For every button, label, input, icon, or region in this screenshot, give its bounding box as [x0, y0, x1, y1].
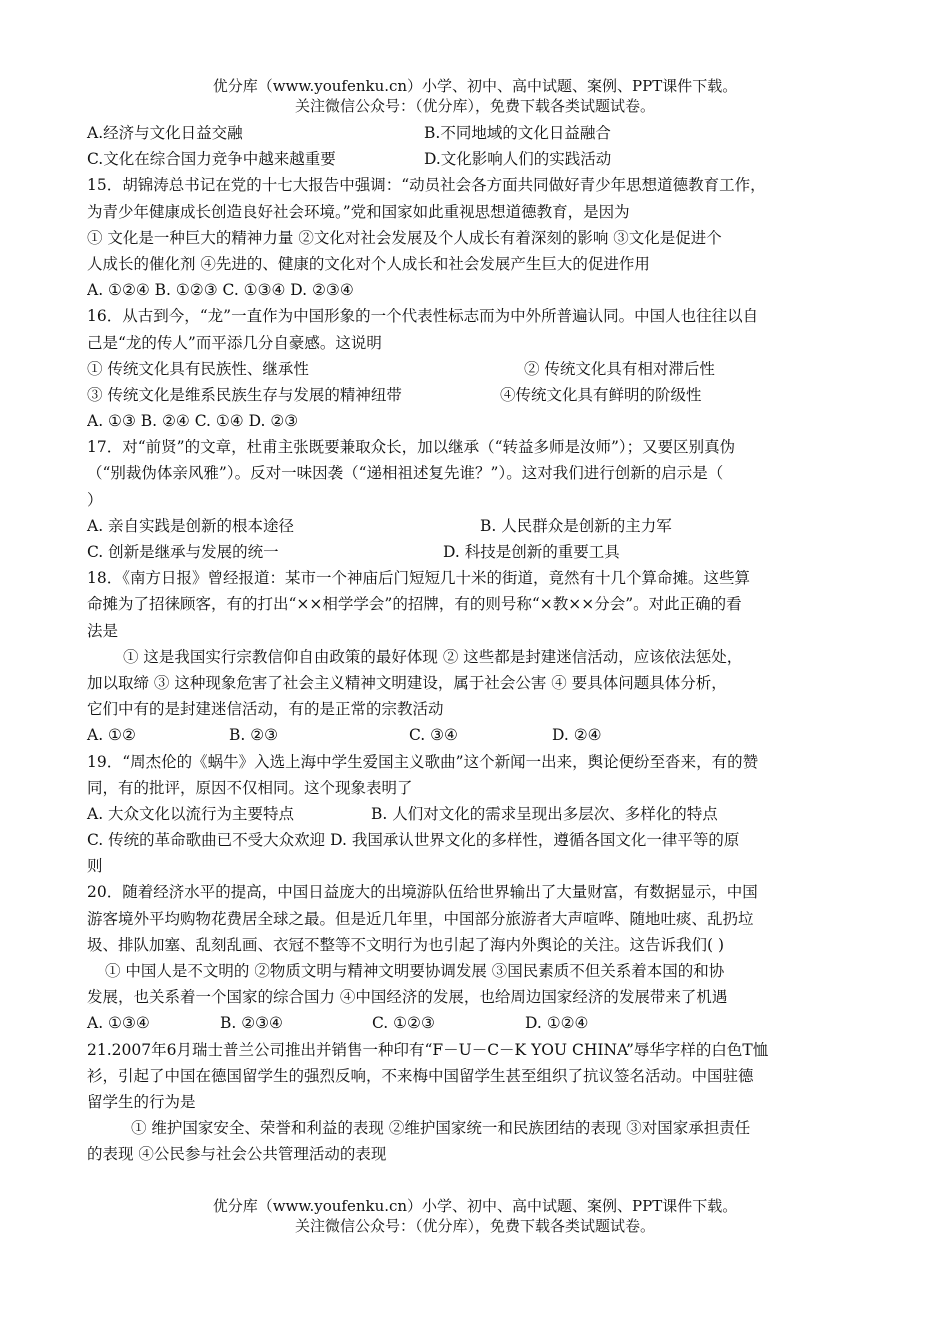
q18-option-b: B. ②③	[229, 726, 279, 745]
q20-statement-2: 发展，也关系着一个国家的综合国力 ④中国经济的发展，也给周边国家经济的发展带来了机遇	[87, 988, 728, 1007]
q20-options-row	[87, 1010, 877, 1036]
document-body	[87, 120, 877, 1168]
q16-stem-1: 16．从古到今，“龙”一直作为中国形象的一个代表性标志而为中外所普遍认同。中国人也往往以自	[87, 307, 759, 326]
footer-line-2: 关注微信公众号：（优分库），免费下载各类试题试卷。	[294, 1217, 655, 1235]
q17-option-d: D. 科技是创新的重要工具	[443, 543, 620, 561]
q18-statement-2: 加以取缔 ③ 这种现象危害了社会主义精神文明建设，属于社会公害 ④ 要具体问题具体分析，	[87, 673, 727, 692]
q15-options: A. ①②④ B. ①②③ C. ①③④ D. ②③④	[87, 281, 354, 300]
q14-option-a: A.经济与文化日益交融	[87, 124, 243, 142]
q17-stem-3: ）	[87, 490, 103, 509]
q19-option-b: B. 人们对文化的需求呈现出多层次、多样化的特点	[371, 804, 718, 823]
q21-statement-2: 的表现 ④公民参与社会公共管理活动的表现	[87, 1145, 387, 1164]
q18-option-a: A. ①②	[87, 726, 136, 745]
q17-stem-1: 17．对“前贤”的文章，杜甫主张既要兼取众长，加以继承（“转益多师是汝师”）；又要区别真伪	[87, 438, 736, 457]
q14-option-c: C.文化在综合国力竞争中越来越重要	[87, 150, 336, 169]
q18-options-row	[87, 722, 877, 748]
q21-stem-1: 21.2007年6月瑞士普兰公司推出并销售一种印有“F－U－C－K YOU CHINA”辱华字样的白色T恤	[87, 1040, 769, 1059]
header-line-1: 优分库（www.youfenku.cn）小学、初中、高中试题、案例、PPT课件下载。	[212, 77, 738, 95]
q19-option-a: A. 大众文化以流行为主要特点	[87, 804, 295, 823]
page-footer	[0, 1196, 950, 1236]
q16-options: A. ①③ B. ②④ C. ①④ D. ②③	[87, 412, 299, 431]
q15-statement-1: ① 文化是一种巨大的精神力量 ②文化对社会发展及个人成长有着深刻的影响 ③文化是促进个	[87, 228, 722, 247]
q15-stem-1: 15．胡锦涛总书记在党的十七大报告中强调：“动员社会各方面共同做好青少年思想道德教育工作，	[87, 176, 766, 195]
q19-options-row-3: 则	[87, 857, 103, 876]
q14-options-row-2	[87, 146, 877, 172]
q20-option-a: A. ①③④	[87, 1014, 150, 1033]
q18-stem-1: 18．《南方日报》曾经报道：某市一个神庙后门短短几十米的街道，竟然有十几个算命摊。这些算	[87, 569, 750, 588]
q16-statements-row-2	[87, 382, 877, 408]
q18-option-c: C. ③④	[409, 726, 458, 745]
q21-statement-1: ① 维护国家安全、荣誉和利益的表现 ②维护国家统一和民族团结的表现 ③对国家承担责任	[131, 1119, 751, 1138]
q20-option-d: D. ①②④	[525, 1014, 589, 1033]
q20-statement-1: ① 中国人是不文明的 ②物质文明与精神文明要协调发展 ③国民素质不但关系着本国的和协	[105, 962, 725, 980]
q17-options-row-2	[87, 539, 877, 565]
q17-option-b: B. 人民群众是创新的主力军	[480, 516, 672, 535]
q17-option-c: C. 创新是继承与发展的统一	[87, 543, 279, 561]
q20-option-b: B. ②③④	[220, 1014, 283, 1033]
q17-options-row-1	[87, 513, 877, 539]
q18-option-d: D. ②④	[552, 726, 602, 745]
q15-stem-2: 为青少年健康成长创造良好社会环境。”党和国家如此重视思想道德教育，是因为	[87, 202, 630, 221]
q16-stem-2: 己是“龙的传人”而平添几分自豪感。这说明	[87, 333, 382, 352]
q18-statement-1: ① 这是我国实行宗教信仰自由政策的最好体现 ② 这些都是封建迷信活动，应该依法惩处，	[123, 647, 743, 666]
q16-statement-2: ② 传统文化具有相对滞后性	[524, 359, 715, 378]
q17-stem-2: （“别裁伪体亲风雅”）。反对一味因袭（“递相祖述复先谁？”）。这对我们进行创新的启示是（	[87, 464, 724, 483]
q19-stem-1: 19．“周杰伦的《蜗牛》入选上海中学生爱国主义歌曲”这个新闻一出来，舆论便纷至沓来，有的赞	[87, 752, 759, 771]
q14-option-b: B.不同地域的文化日益融合	[424, 124, 611, 142]
q20-stem-3: 圾、排队加塞、乱刻乱画、衣冠不整等不文明行为也引起了海内外舆论的关注。这告诉我们( )	[87, 935, 725, 954]
q14-options-row-1	[87, 120, 877, 146]
q19-stem-2: 同，有的批评，原因不仅相同。这个现象表明了	[87, 778, 413, 797]
q15-statement-2: 人成长的催化剂 ④先进的、健康的文化对个人成长和社会发展产生巨大的促进作用	[87, 254, 650, 273]
q18-stem-2: 命摊为了招徕顾客，有的打出“××相学学会”的招牌，有的则号称“×教××分会”。对此正确的看	[87, 595, 742, 614]
q19-options-row-2: C. 传统的革命歌曲已不受大众欢迎 D. 我国承认世界文化的多样性，遵循各国文化一律平等的原	[87, 831, 740, 850]
footer-line-1: 优分库（www.youfenku.cn）小学、初中、高中试题、案例、PPT课件下载。	[212, 1197, 738, 1215]
q18-statement-3: 它们中有的是封建迷信活动，有的是正常的宗教活动	[87, 700, 444, 719]
q17-option-a: A. 亲自实践是创新的根本途径	[87, 516, 295, 535]
page-header	[0, 76, 950, 116]
q21-stem-3: 留学生的行为是	[87, 1092, 196, 1111]
q20-stem-1: 20．随着经济水平的提高，中国日益庞大的出境游队伍给世界输出了大量财富，有数据显示，中国	[87, 883, 758, 902]
q21-stem-2: 衫，引起了中国在德国留学生的强烈反响，不来梅中国留学生甚至组织了抗议签名活动。中国驻德	[87, 1066, 754, 1085]
q16-statement-1: ① 传统文化具有民族性、继承性	[87, 359, 309, 378]
q19-options-row-1	[87, 801, 877, 827]
q14-option-d: D.文化影响人们的实践活动	[424, 150, 612, 169]
q16-statement-4: ④传统文化具有鲜明的阶级性	[500, 385, 702, 404]
q16-statement-3: ③ 传统文化是维系民族生存与发展的精神纽带	[87, 385, 402, 404]
q18-stem-3: 法是	[87, 621, 119, 640]
q16-statements-row-1	[87, 356, 877, 382]
q20-option-c: C. ①②③	[372, 1014, 435, 1033]
header-line-2: 关注微信公众号：（优分库），免费下载各类试题试卷。	[294, 97, 655, 115]
q20-stem-2: 游客境外平均购物花费居全球之最。但是近几年里，中国部分旅游者大声喧哗、随地吐痰、乱扔垃	[87, 909, 754, 928]
